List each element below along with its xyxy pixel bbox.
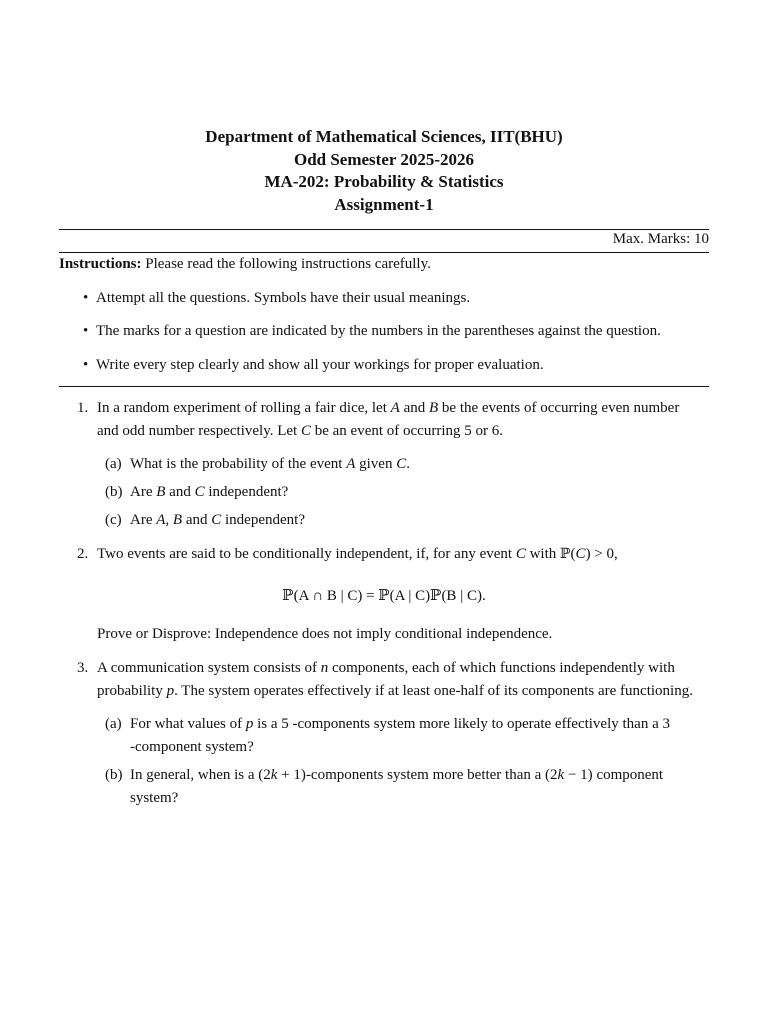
question-1-text <box>97 397 709 442</box>
question-1a-text: What is the probability of the event A given C. <box>130 456 410 472</box>
instructions <box>59 256 431 273</box>
bullet-icon: • <box>83 357 89 373</box>
question-3-line-2: probability p. The system operates effectively if at least one-half of its components are functioning. <box>97 682 693 699</box>
bullet-icon: • <box>83 323 89 339</box>
question-1c-text: Are A, B and C independent? <box>130 512 305 528</box>
assignment-title: Assignment-1 <box>334 194 434 214</box>
bullet-icon: • <box>83 290 89 306</box>
question-3-line-1: A communication system consists of n components, each of which functions independently with <box>97 660 675 676</box>
conditional-independence-equation: ℙ(A ∩ B | C) = ℙ(A | C)ℙ(B | C). <box>282 588 486 604</box>
question-1-line-1: In a random experiment of rolling a fair dice, let A and B be the events of occurring even number <box>97 400 680 416</box>
question-3a-text: For what values of p is a 5 -components system more likely to operate effectively than a 3 -component system? <box>130 716 670 755</box>
question-3b-label: (b) <box>105 767 123 783</box>
bullet-text: Attempt all the questions. Symbols have their usual meanings. <box>96 290 471 306</box>
top-rule <box>59 229 709 230</box>
question-1c-label: (c) <box>105 512 122 528</box>
bullet-text: Write every step clearly and show all your workings for proper evaluation. <box>96 357 544 373</box>
instructions-text: Please read the following instructions carefully. <box>145 256 431 272</box>
question-3-text <box>97 657 709 702</box>
max-marks: Max. Marks: 10 <box>612 231 709 247</box>
question-2-number: 2. <box>77 546 89 562</box>
instruction-bullet <box>83 290 470 307</box>
question-3a-label: (a) <box>105 716 122 732</box>
instructions-label: Instructions: <box>59 256 142 272</box>
instruction-bullet <box>83 323 661 340</box>
instruction-bullet <box>83 357 544 374</box>
instructions-rule <box>59 386 709 387</box>
bullet-text: The marks for a question are indicated by the numbers in the parentheses against the question. <box>96 323 661 339</box>
question-1-number: 1. <box>77 400 89 416</box>
question-2-text: Two events are said to be conditionally independent, if, for any event C with ℙ(C) > 0, <box>97 546 618 562</box>
question-1a-label: (a) <box>105 456 122 472</box>
department-title: Department of Mathematical Sciences, IIT(BHU) <box>205 127 563 146</box>
question-2-followup: Prove or Disprove: Independence does not imply conditional independence. <box>97 626 553 642</box>
question-1b-label: (b) <box>105 484 123 500</box>
question-1-line-2: and odd number respectively. Let C be an event of occurring 5 or 6. <box>97 422 503 439</box>
question-1b-text: Are B and C independent? <box>130 484 289 500</box>
document-header <box>0 126 768 216</box>
marks-rule <box>59 252 709 253</box>
semester-title: Odd Semester 2025-2026 <box>293 149 475 169</box>
question-3-number: 3. <box>77 660 89 676</box>
course-title: MA-202: Probability & Statistics <box>264 172 504 191</box>
question-3b-text: In general, when is a (2k + 1)-components system more better than a (2k − 1) component system? <box>130 767 664 806</box>
